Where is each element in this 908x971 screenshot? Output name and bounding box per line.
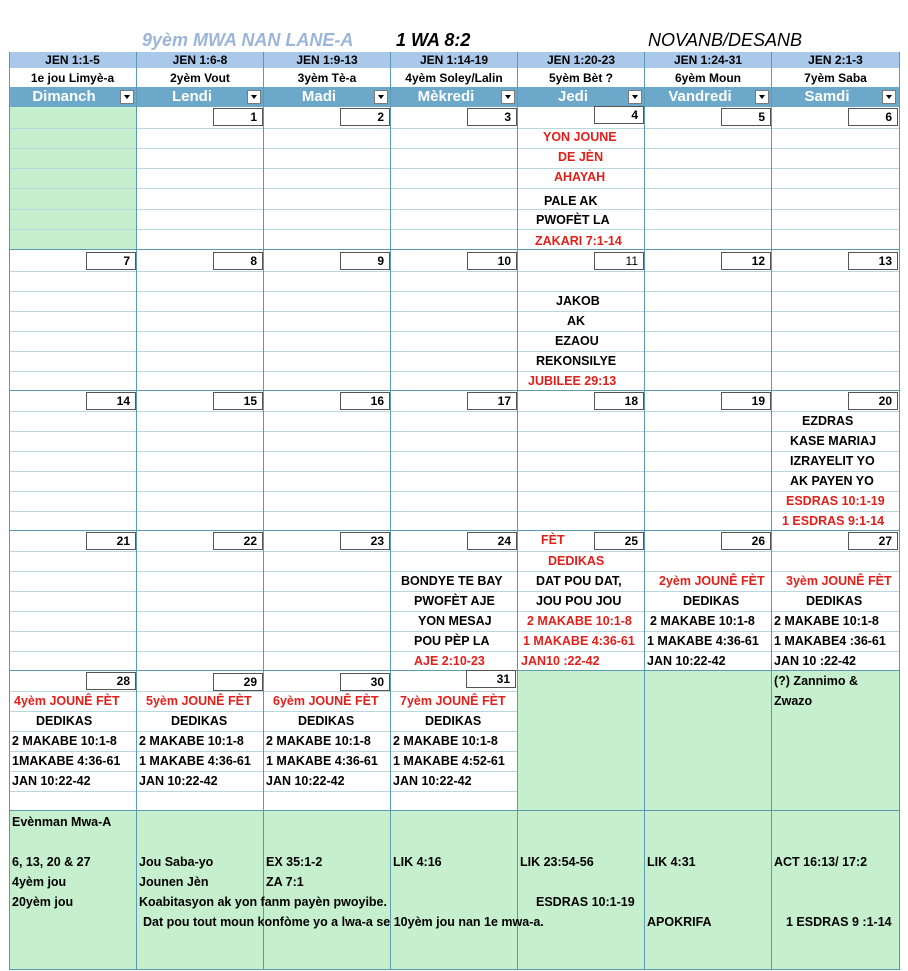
day-number[interactable]: 12	[721, 252, 771, 270]
weekday-header: Vandredi	[668, 88, 732, 105]
day-ordinal: 1e jou Limyè-a	[30, 71, 115, 85]
event-line: 2 MAKABE 10:1-8	[774, 614, 879, 628]
day-number[interactable]: 3	[467, 108, 517, 126]
event-line: 7yèm JOUNÊ FÈT	[400, 694, 506, 708]
filter-dropdown-icon[interactable]	[501, 90, 515, 104]
note-cell: Jou Saba-yo	[139, 855, 214, 869]
note-cell: 6, 13, 20 & 27	[12, 855, 91, 869]
event-line: 2yèm JOUNÊ FÈT	[659, 574, 765, 588]
empty-day-fill	[518, 671, 899, 811]
note-cell: 20yèm jou	[12, 895, 74, 909]
day-number[interactable]: 7	[86, 252, 136, 270]
event-line: 1 MAKABE 4:36-61	[266, 754, 378, 768]
day-number[interactable]: 21	[86, 532, 136, 550]
event-line: DAT POU DAT,	[536, 574, 622, 588]
day-ordinal: 6yèm Moun	[674, 71, 741, 85]
weekday-header: Mèkredi	[417, 88, 475, 105]
event-line: JOU POU JOU	[536, 594, 622, 608]
day-ordinal: 7yèm Saba	[804, 71, 867, 85]
event-line: PALE AK	[544, 194, 598, 208]
weekday-header: Madi	[301, 88, 337, 105]
event-line: FÈT	[541, 533, 565, 547]
event-line: 1 MAKABE4 :36-61	[774, 634, 886, 648]
day-number[interactable]: 16	[340, 392, 390, 410]
verse-cell: JEN 1:6-8	[172, 53, 228, 67]
event-line: ESDRAS 10:1-19	[786, 494, 885, 508]
note-cell: Jounen Jèn	[139, 875, 209, 889]
event-line: 1 MAKABE 4:36-61	[139, 754, 251, 768]
event-line: 1MAKABE 4:36-61	[12, 754, 121, 768]
event-line: 2 MAKABE 10:1-8	[393, 734, 498, 748]
day-number[interactable]: 24	[467, 532, 517, 550]
event-line: DEDIKAS	[683, 594, 740, 608]
event-line: JAN 10 :22-42	[774, 654, 856, 668]
note-cell: EX 35:1-2	[266, 855, 323, 869]
filter-dropdown-icon[interactable]	[882, 90, 896, 104]
day-ordinal: 3yèm Tè-a	[297, 71, 357, 85]
event-line: 2 MAKABE 10:1-8	[266, 734, 371, 748]
event-line: 5yèm JOUNÊ FÈT	[146, 694, 252, 708]
weekday-header: Jedi	[557, 88, 588, 105]
event-line: BONDYE TE BAY	[401, 574, 503, 588]
day-number[interactable]: 26	[721, 532, 771, 550]
event-line: DE JÈN	[558, 150, 604, 164]
day-ordinal: 2yèm Vout	[170, 71, 230, 85]
event-line: JAN 10:22-42	[647, 654, 726, 668]
event-line: JAN 10:22-42	[266, 774, 345, 788]
day-number[interactable]: 20	[848, 392, 898, 410]
note-cell: APOKRIFA	[647, 915, 712, 929]
event-line: IZRAYELIT YO	[790, 454, 875, 468]
verse-cell: JEN 2:1-3	[808, 53, 863, 67]
event-line: PWOFÈT AJE	[414, 594, 495, 608]
season-title: NOVANB/DESANB	[648, 30, 803, 50]
day-number[interactable]: 25	[594, 532, 644, 550]
event-line: DEDIKAS	[425, 714, 482, 728]
event-line: JAN 10:22-42	[12, 774, 91, 788]
event-line: 2 MAKABE 10:1-8	[527, 614, 632, 628]
event-line: JAN 10:22-42	[393, 774, 472, 788]
day-number[interactable]: 4	[594, 106, 644, 124]
event-line: (?) Zannimo &	[774, 674, 859, 688]
verse-cell: JEN 1:20-23	[546, 53, 616, 67]
event-line: DEDIKAS	[171, 714, 228, 728]
note-cell: Dat pou tout moun konfòme yo a lwa-a se 10yèm jou nan 1e mwa-a.	[143, 915, 544, 929]
event-line: 6yèm JOUNÊ FÈT	[273, 694, 379, 708]
day-number[interactable]: 13	[848, 252, 898, 270]
event-line: YON MESAJ	[418, 614, 492, 628]
filter-dropdown-icon[interactable]	[755, 90, 769, 104]
day-number[interactable]: 17	[467, 392, 517, 410]
filter-dropdown-icon[interactable]	[374, 90, 388, 104]
filter-dropdown-icon[interactable]	[120, 90, 134, 104]
day-number[interactable]: 15	[213, 392, 263, 410]
verse-title: 1 WA 8:2	[396, 30, 471, 50]
day-number[interactable]: 8	[213, 252, 263, 270]
notes-heading: Evènman Mwa-A	[12, 815, 112, 829]
event-line: EZAOU	[555, 334, 599, 348]
note-cell: 4yèm jou	[12, 875, 67, 889]
event-line: JAKOB	[556, 294, 600, 308]
verse-cell: JEN 1:14-19	[419, 53, 489, 67]
event-line: EZDRAS	[802, 414, 854, 428]
event-line: 3yèm JOUNÊ FÈT	[786, 574, 892, 588]
event-line: 2 MAKABE 10:1-8	[139, 734, 244, 748]
event-line: 4yèm JOUNÊ FÈT	[14, 694, 120, 708]
event-line: AJE 2:10-23	[414, 654, 485, 668]
weekday-header: Samdi	[804, 88, 850, 105]
event-line: 1 MAKABE 4:36-61	[647, 634, 759, 648]
day-ordinal: 4yèm Soley/Lalin	[405, 71, 503, 85]
note-cell: LIK 23:54-56	[520, 855, 594, 869]
day-number[interactable]: 30	[340, 673, 390, 691]
day-number[interactable]: 18	[594, 392, 644, 410]
event-line: JUBILEE 29:13	[528, 374, 617, 388]
event-line: 1 MAKABE 4:36-61	[523, 634, 635, 648]
event-line: DEDIKAS	[548, 554, 605, 568]
event-line: DEDIKAS	[298, 714, 355, 728]
day-number[interactable]: 5	[721, 108, 771, 126]
verse-cell: JEN 1:24-31	[673, 53, 743, 67]
note-cell: LIK 4:16	[393, 855, 442, 869]
month-title: 9yèm MWA NAN LANE-A	[142, 30, 354, 50]
filter-dropdown-icon[interactable]	[247, 90, 261, 104]
note-cell: ACT 16:13/ 17:2	[774, 855, 868, 869]
event-line: KASE MARIAJ	[790, 434, 877, 448]
event-line: JAN 10:22-42	[139, 774, 218, 788]
event-line: 2 MAKABE 10:1-8	[12, 734, 117, 748]
day-number[interactable]: 31	[466, 670, 516, 688]
filter-dropdown-icon[interactable]	[628, 90, 642, 104]
note-cell: Koabitasyon ak yon fanm payèn pwoyibe.	[139, 895, 387, 909]
event-line: POU PÈP LA	[414, 634, 490, 648]
event-line: REKONSILYE	[536, 354, 617, 368]
event-line: AK PAYEN YO	[790, 474, 874, 488]
event-line: DEDIKAS	[806, 594, 863, 608]
day-number[interactable]: 1	[213, 108, 263, 126]
event-line: AHAYAH	[554, 170, 606, 184]
event-line: YON JOUNE	[543, 130, 617, 144]
event-line: ZAKARI 7:1-14	[535, 234, 622, 248]
verse-cell: JEN 1:1-5	[45, 53, 100, 67]
event-line: JAN10 :22-42	[521, 654, 600, 668]
note-cell: 1 ESDRAS 9 :1-14	[786, 915, 892, 929]
event-line: Zwazo	[774, 694, 813, 708]
day-number[interactable]: 23	[340, 532, 390, 550]
event-line: DEDIKAS	[36, 714, 93, 728]
verse-cell: JEN 1:9-13	[296, 53, 358, 67]
note-cell: ESDRAS 10:1-19	[536, 895, 635, 909]
day-number[interactable]: 19	[721, 392, 771, 410]
weekday-header: Dimanch	[32, 88, 96, 105]
notes-section	[10, 811, 899, 970]
event-line: 1 MAKABE 4:52-61	[393, 754, 505, 768]
event-line: PWOFÈT LA	[536, 213, 610, 227]
day-number[interactable]: 11	[594, 252, 644, 270]
event-line: 2 MAKABE 10:1-8	[650, 614, 755, 628]
day-number[interactable]: 27	[848, 532, 898, 550]
event-line: 1 ESDRAS 9:1-14	[782, 514, 885, 528]
day-number[interactable]: 28	[86, 672, 136, 690]
day-number[interactable]: 22	[213, 532, 263, 550]
day-number[interactable]: 29	[213, 673, 263, 691]
note-cell: ZA 7:1	[266, 875, 304, 889]
weekday-header: Lendi	[172, 88, 212, 105]
day-number[interactable]: 6	[848, 108, 898, 126]
day-ordinal: 5yèm Bèt ?	[548, 71, 614, 85]
day-number[interactable]: 10	[467, 252, 517, 270]
day-number[interactable]: 2	[340, 108, 390, 126]
day-number[interactable]: 14	[86, 392, 136, 410]
event-line: AK	[567, 314, 586, 328]
day-number[interactable]: 9	[340, 252, 390, 270]
note-cell: LIK 4:31	[647, 855, 696, 869]
